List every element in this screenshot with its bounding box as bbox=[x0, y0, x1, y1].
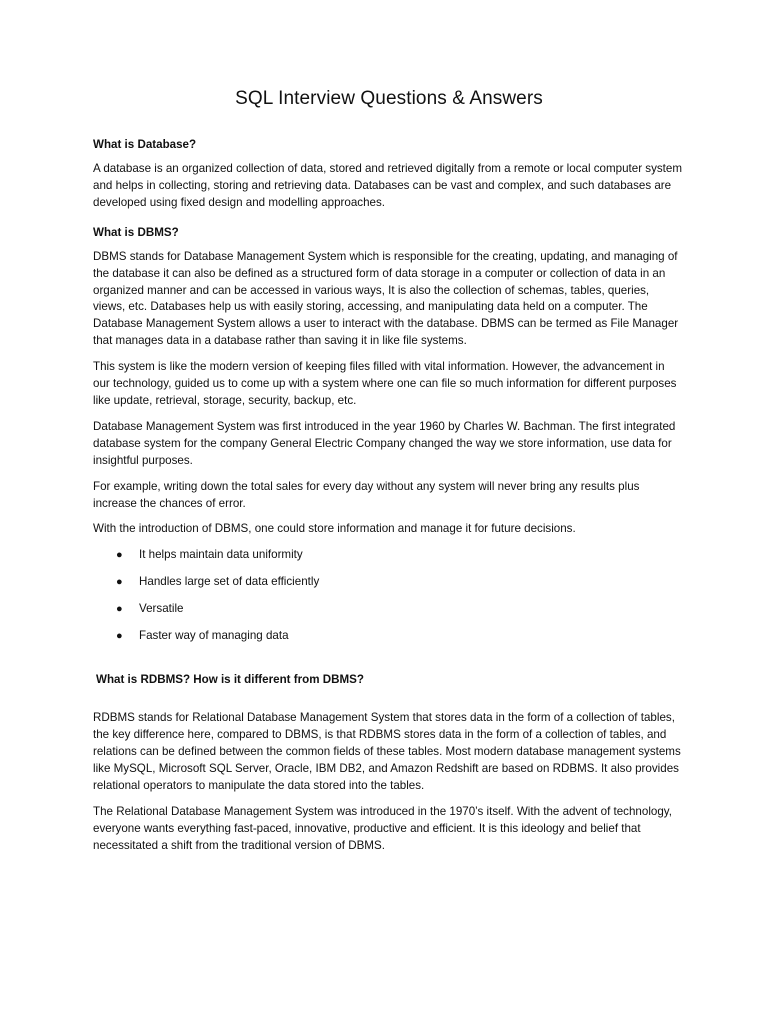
list-item bbox=[93, 601, 683, 628]
section-heading: What is RDBMS? How is it different from DBMS? bbox=[96, 673, 364, 687]
paragraph: Database Management System was first introduced in the year 1960 by Charles W. Bachman. The first integrated database system for the company General Electric Company changed the way we store information, use data for insightful purposes. bbox=[93, 419, 676, 467]
bullet-icon: ● bbox=[116, 603, 123, 616]
benefits-list bbox=[93, 547, 683, 655]
section-dbms bbox=[93, 226, 683, 656]
paragraph: For example, writing down the total sales for every day without any system will never bring any results plus increase the chances of error. bbox=[93, 479, 640, 510]
list-item-text: Faster way of managing data bbox=[139, 629, 289, 643]
paragraph: DBMS stands for Database Management System which is responsible for the creating, updating, and managing of the database it can also be defined as a structured form of data storage in a computer or collection of data in an organized manner and can be accessed in various ways, It is also the collection of schemas, tables, queries, views, etc. Databases help us with easily storing, accessing, and manipulating data held on a computer. The Database Management System allows a user to interact with the database. DBMS can be termed as File Manager that manages data in a database rather than saving it in like file systems. bbox=[93, 249, 679, 348]
section-database bbox=[93, 138, 683, 212]
paragraph: The Relational Database Management System was introduced in the 1970’s itself. With the advent of technology, everyone wants everything fast-paced, innovative, productive and efficient. It is this ideology and belief that necessitated a shift from the traditional version of DBMS. bbox=[93, 804, 672, 852]
paragraph: RDBMS stands for Relational Database Management System that stores data in the form of a collection of tables, the key difference here, compared to DBMS, is that RDBMS stores data in the form of a collection of tables, and relations can be defined between the common fields of these tables. Most modern database management systems like MySQL, Microsoft SQL Server, Oracle, IBM DB2, and Amazon Redshift are based on RDBMS. It also provides relational operators to manipulate the data stored into the tables. bbox=[93, 711, 681, 792]
document-title: SQL Interview Questions & Answers bbox=[235, 88, 543, 109]
section-rdbms bbox=[93, 673, 683, 854]
bullet-icon: ● bbox=[116, 576, 123, 589]
paragraph: With the introduction of DBMS, one could store information and manage it for future decisions. bbox=[93, 522, 576, 536]
section-heading: What is Database? bbox=[93, 138, 197, 151]
list-item bbox=[93, 628, 683, 655]
paragraph: This system is like the modern version of keeping files filled with vital information. However, the advancement in our technology, guided us to come up with a system where one can file so much information for different purposes like update, retrieval, storage, security, backup, etc. bbox=[93, 360, 677, 407]
list-item bbox=[93, 574, 683, 601]
document-body bbox=[93, 88, 683, 864]
paragraph: A database is an organized collection of data, stored and retrieved digitally from a remote or local computer system and helps in collecting, storing and retrieving data. Databases can be vast and complex, and such databases are developed using fixed design and modelling approaches. bbox=[93, 162, 683, 209]
section-heading: What is DBMS? bbox=[93, 225, 179, 239]
bullet-icon: ● bbox=[116, 630, 123, 643]
list-item-text: Versatile bbox=[139, 602, 184, 616]
list-item-text: Handles large set of data efficiently bbox=[139, 575, 320, 589]
list-item bbox=[93, 547, 683, 574]
bullet-icon: ● bbox=[116, 549, 123, 562]
list-item-text: It helps maintain data uniformity bbox=[139, 548, 303, 562]
